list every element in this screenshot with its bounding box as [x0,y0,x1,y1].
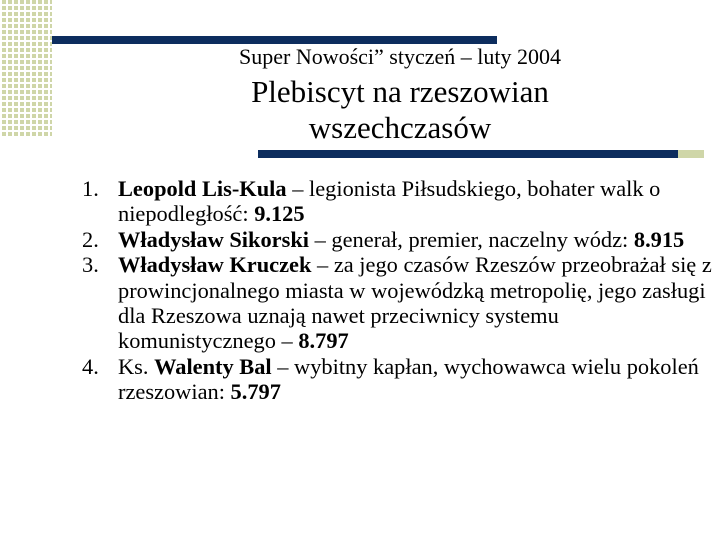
page-title [150,74,650,146]
item-score: 8.797 [298,328,349,354]
item-prefix: Ks. [118,353,155,379]
item-number: 1. [82,176,99,201]
list-item [62,227,712,252]
item-text [118,252,712,354]
title-block [150,44,650,146]
bottom-accent-bar [258,150,678,158]
item-name: Władysław Kruczek [118,252,312,278]
item-description: – legionista Piłsudskiego, bohater walk o niepodległość: [118,176,661,227]
item-score: 5.797 [230,379,281,405]
item-number: 2. [82,226,99,252]
item-name: Leopold Lis-Kula [118,176,287,201]
subtitle: Super Nowości” styczeń – luty 2004 [239,44,561,69]
item-text [118,227,712,252]
ranking-list [62,176,712,405]
bottom-olive-bar [678,150,704,158]
item-description: – generał, premier, naczelny wódz: [309,226,634,252]
item-name: Władysław Sikorski [118,226,309,252]
title-line-2: wszechczasów [308,110,492,145]
item-text [118,354,712,405]
item-score: 8.915 [633,226,685,252]
item-description: – za jego czasów Rzeszów przeobrażał się z prowincjonalnego miasta w wojewódzką metropolię, jego zasługi dla Rzeszowa uznają nawet przeciwnicy systemu komunistycznego – [118,252,712,354]
item-name: Walenty Bal [154,353,272,379]
item-score: 9.125 [254,201,305,227]
decorative-grid-strip [0,0,52,138]
title-line-1: Plebiscyt na rzeszowian [251,74,549,109]
list-item [62,176,712,227]
item-description: – wybitny kapłan, wychowawca wielu pokoleń rzeszowian: [118,353,699,405]
list-item [62,354,712,405]
list-item [62,252,712,354]
item-number: 3. [82,252,99,278]
top-accent-bar [52,36,497,44]
item-text [118,176,712,227]
item-number: 4. [82,353,99,379]
